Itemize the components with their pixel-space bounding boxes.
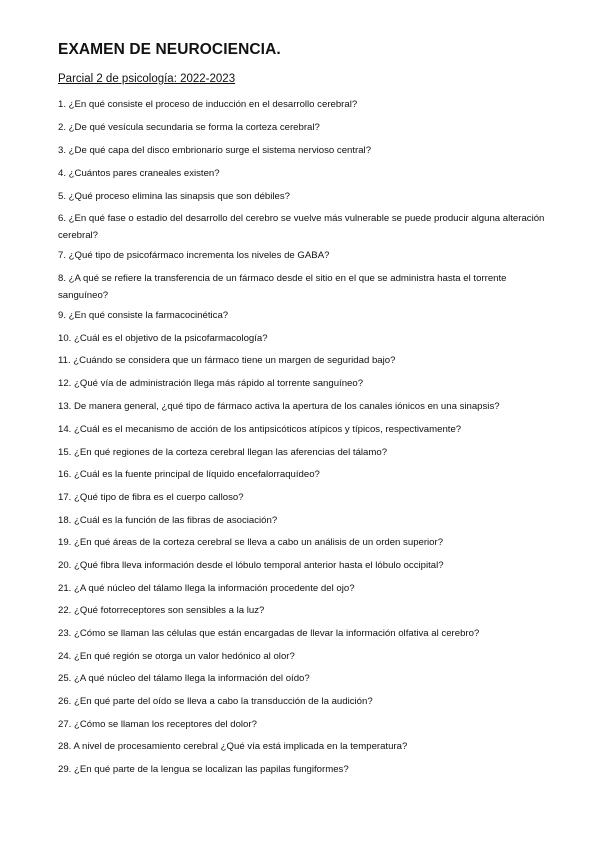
question-item: 6. ¿En qué fase o estadio del desarrollo del cerebro se vuelve más vulnerable se puede producir alguna alteración cerebral? [58, 213, 545, 241]
question-item: 14. ¿Cuál es el mecanismo de acción de los antipsicóticos atípicos y típicos, respectivamente? [58, 424, 462, 435]
question-item: 25. ¿A qué núcleo del tálamo llega la información del oído? [58, 673, 310, 684]
question-item: 8. ¿A qué se refiere la transferencia de un fármaco desde el sitio en el que se administra hasta el torrente sanguíneo? [58, 273, 507, 301]
question-item: 16. ¿Cuál es la fuente principal de líquido encefalorraquídeo? [58, 469, 320, 480]
document-title: EXAMEN DE NEUROCIENCIA. [58, 41, 281, 58]
question-item: 18. ¿Cuál es la función de las fibras de asociación? [58, 515, 278, 526]
question-item: 12. ¿Qué vía de administración llega más rápido al torrente sanguíneo? [58, 378, 364, 389]
question-item: 26. ¿En qué parte del oído se lleva a cabo la transducción de la audición? [58, 696, 373, 707]
question-item: 2. ¿De qué vesícula secundaria se forma la corteza cerebral? [58, 122, 320, 133]
question-item: 28. A nivel de procesamiento cerebral ¿Qué vía está implicada en la temperatura? [58, 741, 408, 752]
document-subtitle: Parcial 2 de psicología: 2022-2023 [58, 73, 236, 85]
question-item: 15. ¿En qué regiones de la corteza cerebral llegan las aferencias del tálamo? [58, 447, 388, 458]
question-item: 27. ¿Cómo se llaman los receptores del dolor? [58, 719, 257, 730]
question-item: 13. De manera general, ¿qué tipo de fármaco activa la apertura de los canales iónicos en una sinapsis? [58, 401, 500, 412]
question-item: 21. ¿A qué núcleo del tálamo llega la información procedente del ojo? [58, 583, 355, 594]
question-item: 5. ¿Qué proceso elimina las sinapsis que son débiles? [58, 191, 290, 202]
question-item: 9. ¿En qué consiste la farmacocinética? [58, 310, 229, 321]
question-item: 1. ¿En qué consiste el proceso de inducción en el desarrollo cerebral? [58, 99, 358, 110]
question-item: 10. ¿Cuál es el objetivo de la psicofarmacología? [58, 333, 268, 344]
question-item: 29. ¿En qué parte de la lengua se localizan las papilas fungiformes? [58, 764, 349, 775]
question-item: 17. ¿Qué tipo de fibra es el cuerpo calloso? [58, 492, 244, 503]
question-item: 7. ¿Qué tipo de psicofármaco incrementa los niveles de GABA? [58, 250, 330, 261]
question-item: 4. ¿Cuántos pares craneales existen? [58, 168, 220, 179]
question-item: 3. ¿De qué capa del disco embrionario surge el sistema nervioso central? [58, 145, 372, 156]
question-item: 23. ¿Cómo se llaman las células que están encargadas de llevar la información olfativa al cerebro? [58, 628, 480, 639]
question-item: 20. ¿Qué fibra lleva información desde el lóbulo temporal anterior hasta el lóbulo occipital? [58, 560, 444, 571]
question-item: 24. ¿En qué región se otorga un valor hedónico al olor? [58, 651, 295, 662]
question-item: 22. ¿Qué fotorreceptores son sensibles a la luz? [58, 605, 265, 616]
question-item: 19. ¿En qué áreas de la corteza cerebral se lleva a cabo un análisis de un orden superior? [58, 537, 444, 548]
question-item: 11. ¿Cuándo se considera que un fármaco tiene un margen de seguridad bajo? [58, 355, 396, 366]
